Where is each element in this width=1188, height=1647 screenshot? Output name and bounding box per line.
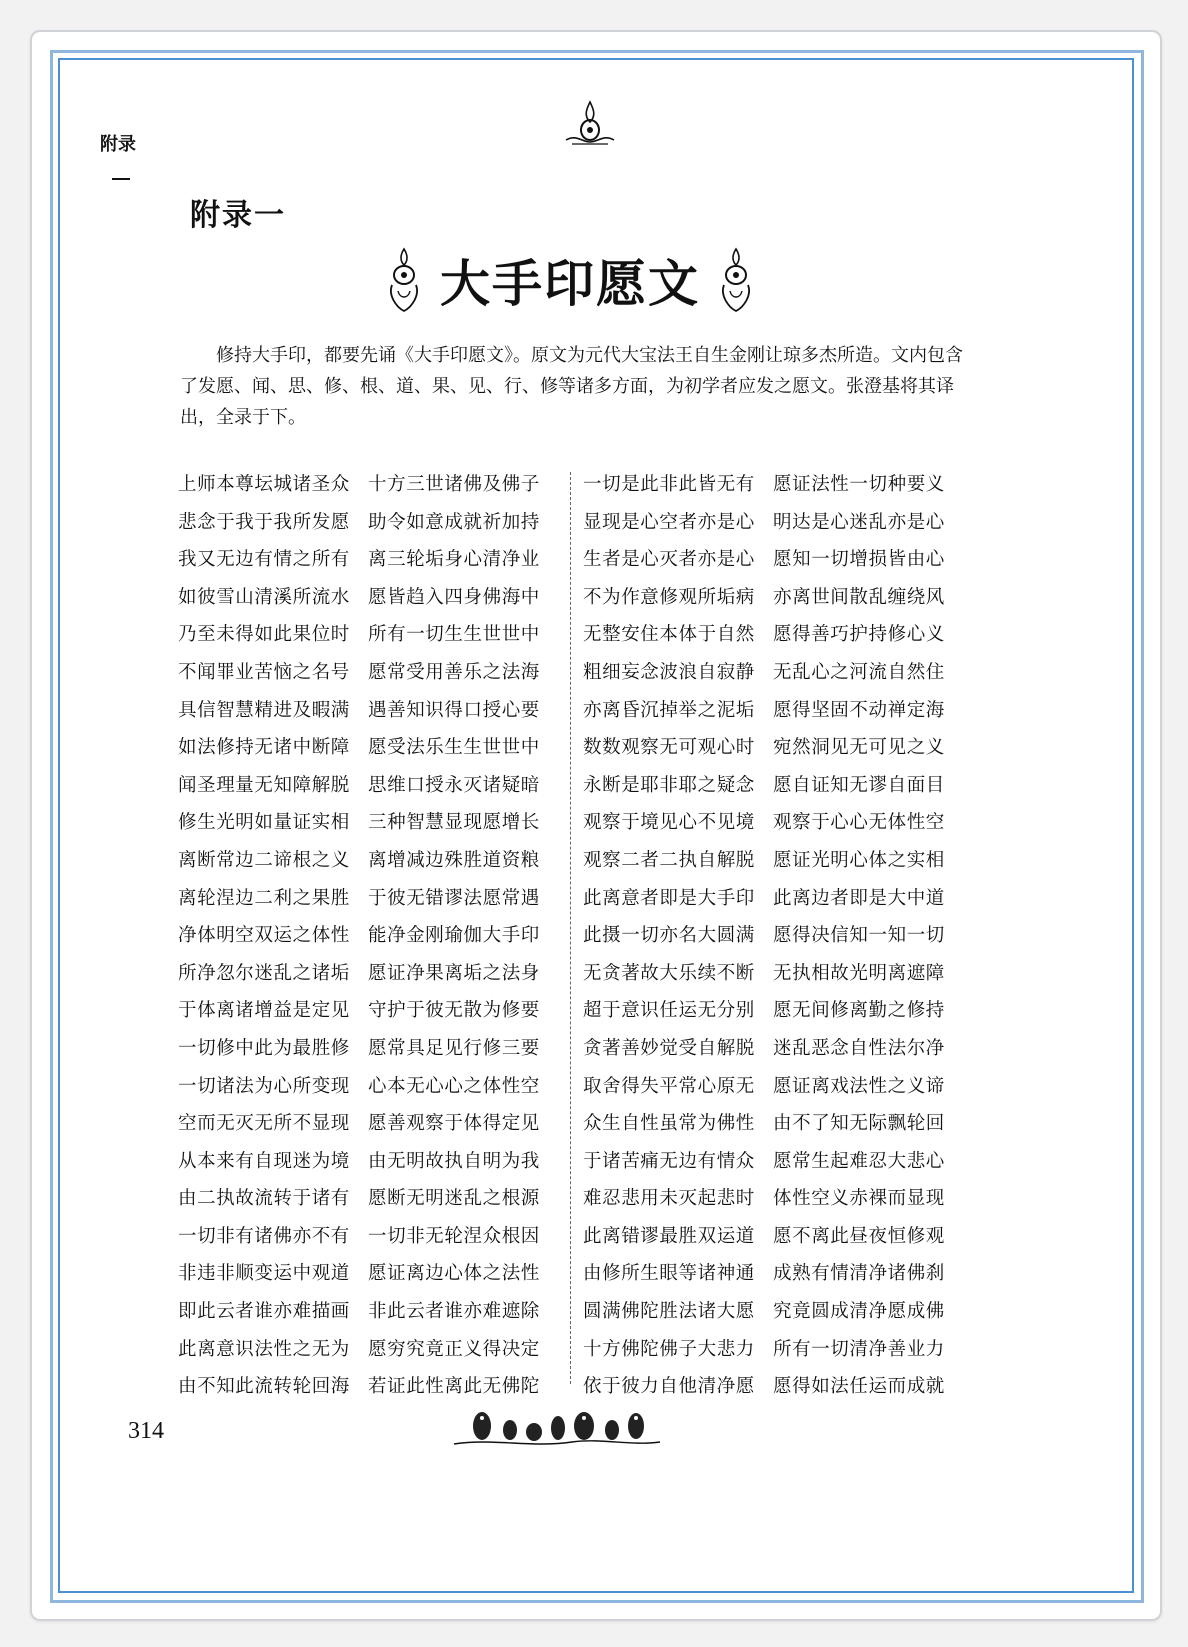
verse-line: 成熟有情清净诸佛刹 [773,1263,945,1285]
verse-line: 于诸苦痛无边有情众 [583,1150,755,1172]
verse-line: 此离意者即是大手印 [583,887,755,909]
verse-line: 众生自性虽常为佛性 [583,1113,755,1135]
page-number: 314 [128,1418,164,1444]
verse-line: 离增减边殊胜道资粮 [368,849,540,871]
verse-line: 愿得决信知一知一切 [773,925,945,947]
verse-line: 超于意识任运无分别 [583,1000,755,1022]
verse-line: 十方三世诸佛及佛子 [368,474,540,495]
verse-line: 十方佛陀佛子大悲力 [583,1338,755,1360]
verse-line: 观察于心心无体性空 [773,812,945,834]
verse-line: 守护于彼无散为修要 [368,1000,540,1022]
verse-line: 于彼无错谬法愿常遇 [368,887,540,909]
verse-line: 即此云者谁亦难描画 [178,1301,350,1323]
verse-line: 愿断无明迷乱之根源 [368,1188,540,1210]
verse-line: 不闻罪业苦恼之名号 [178,661,350,683]
verse-line: 心本无心心之体性空 [368,1075,540,1097]
verse-line: 所有一切生生世世中 [368,624,540,646]
verse-line: 愿得善巧护持修心义 [773,624,945,646]
verse-line: 离三轮垢身心清净业 [368,549,540,571]
verse-columns [178,466,978,1396]
verse-line: 宛然洞见无可见之义 [773,737,945,759]
verse-line: 观察于境见心不见境 [583,812,755,834]
side-tab [100,130,136,180]
verse-line: 一切诸法为心所变现 [178,1075,350,1097]
verse-line: 具信智慧精进及暇满 [178,699,350,721]
verse-line: 究竟圆成清净愿成佛 [773,1301,945,1323]
verse-line: 非此云者谁亦难遮除 [368,1301,540,1323]
verse-column-4 [773,466,973,1406]
verse-line: 非违非顺变运中观道 [178,1263,350,1285]
verse-line: 一切修中此为最胜修 [178,1037,350,1059]
column-divider [570,472,571,1384]
verse-line: 上师本尊坛城诸圣众 [178,474,350,495]
verse-line: 由修所生眼等诸神通 [583,1263,755,1285]
vajra-right-icon [714,245,758,315]
verse-line: 遇善知识得口授心要 [368,699,540,721]
verse-line: 显现是心空者亦是心 [583,511,755,533]
verse-line: 一切非有诸佛亦不有 [178,1225,350,1247]
side-tab-sub-mark [112,178,130,180]
title-row [380,240,760,320]
verse-line: 无贪著故大乐续不断 [583,962,755,984]
verse-line: 乃至未得如此果位时 [178,624,350,646]
verse-line: 迷乱恶念自性法尔净 [773,1037,945,1059]
verse-line: 于体离诸增益是定见 [178,1000,350,1022]
verse-line: 修生光明如量证实相 [178,812,350,834]
verse-line: 若证此性离此无佛陀 [368,1376,540,1398]
procession-ornament-icon [452,1402,662,1452]
verse-line: 空而无灭无所不显现 [178,1113,350,1135]
verse-line: 数数观察无可观心时 [583,737,755,759]
verse-line: 亦离世间散乱缠绕风 [773,586,945,608]
verse-line: 一切非无轮涅众根因 [368,1225,540,1247]
verse-column-1 [178,466,378,1406]
verse-line: 愿常具足见行修三要 [368,1037,540,1059]
verse-line: 愿皆趋入四身佛海中 [368,586,540,608]
vajra-left-icon [382,245,426,315]
verse-line: 能净金刚瑜伽大手印 [368,925,540,947]
verse-line: 一切是此非此皆无有 [583,474,755,495]
verse-line: 愿证法性一切种要义 [773,474,945,495]
intro-text: 修持大手印，都要先诵《大手印愿文》。原文为元代大宝法王自生金刚让琼多杰所造。文内包含了发愿、闻、思、修、根、道、果、见、行、修等诸多方面，为初学者应发之愿文。张澄基将其译出，全录于下。 [180,345,963,428]
verse-line: 助令如意成就祈加持 [368,511,540,533]
verse-line: 依于彼力自他清净愿 [583,1376,755,1398]
verse-line: 不为作意修观所垢病 [583,586,755,608]
verse-line: 离断常边二谛根之义 [178,849,350,871]
verse-line: 观察二者二执自解脱 [583,849,755,871]
verse-line: 愿穷究竟正义得决定 [368,1338,540,1360]
verse-line: 生者是心灭者亦是心 [583,549,755,571]
verse-line: 愿证离戏法性之义谛 [773,1075,945,1097]
verse-line: 圆满佛陀胜法诸大愿 [583,1301,755,1323]
page-title: 大手印愿文 [440,255,700,313]
verse-line: 无执相故光明离遮障 [773,962,945,984]
section-label: 附录一 [190,198,286,233]
verse-line: 如法修持无诸中断障 [178,737,350,759]
verse-line: 难忍悲用未灭起悲时 [583,1188,755,1210]
verse-line: 由不知此流转轮回海 [178,1376,350,1398]
verse-line: 无整安住本体于自然 [583,624,755,646]
verse-line: 离轮涅边二利之果胜 [178,887,350,909]
verse-line: 贪著善妙觉受自解脱 [583,1037,755,1059]
verse-line: 思维口授永灭诸疑暗 [368,774,540,796]
verse-line: 体性空义赤裸而显现 [773,1188,945,1210]
verse-line: 愿得如法任运而成就 [773,1376,945,1398]
verse-line: 愿不离此昼夜恒修观 [773,1225,945,1247]
verse-line: 愿知一切增损皆由心 [773,549,945,571]
verse-line: 此离错谬最胜双运道 [583,1225,755,1247]
verse-line: 所净忽尔迷乱之诸垢 [178,962,350,984]
verse-line: 愿善观察于体得定见 [368,1113,540,1135]
verse-line: 闻圣理量无知障解脱 [178,774,350,796]
intro-paragraph [180,340,970,433]
verse-line: 此离边者即是大中道 [773,887,945,909]
verse-column-2 [368,466,568,1406]
verse-line: 此离意识法性之无为 [178,1338,350,1360]
verse-line: 取舍得失平常心原无 [583,1075,755,1097]
verse-line: 愿得坚固不动禅定海 [773,699,945,721]
verse-line: 净体明空双运之体性 [178,925,350,947]
verse-line: 愿证净果离垢之法身 [368,962,540,984]
verse-line: 愿自证知无谬自面目 [773,774,945,796]
verse-line: 愿常受用善乐之法海 [368,661,540,683]
verse-line: 无乱心之河流自然住 [773,661,945,683]
verse-line: 明达是心迷乱亦是心 [773,511,945,533]
verse-line: 愿受法乐生生世世中 [368,737,540,759]
verse-line: 永断是耶非耶之疑念 [583,774,755,796]
verse-line: 愿证光明心体之实相 [773,849,945,871]
verse-line: 悲念于我于我所发愿 [178,511,350,533]
verse-line: 如彼雪山清溪所流水 [178,586,350,608]
verse-line: 由无明故执自明为我 [368,1150,540,1172]
verse-line: 愿证离边心体之法性 [368,1263,540,1285]
verse-line: 此摄一切亦名大圆满 [583,925,755,947]
verse-line: 愿常生起难忍大悲心 [773,1150,945,1172]
verse-line: 三种智慧显现愿增长 [368,812,540,834]
verse-column-3 [583,466,783,1406]
verse-line: 由不了知无际飘轮回 [773,1113,945,1135]
verse-line: 我又无边有情之所有 [178,549,350,571]
verse-line: 亦离昏沉掉举之泥垢 [583,699,755,721]
verse-line: 所有一切清净善业力 [773,1338,945,1360]
side-tab-label: 附录 [100,134,136,155]
verse-line: 由二执故流转于诸有 [178,1188,350,1210]
verse-line: 粗细妄念波浪自寂静 [583,661,755,683]
verse-line: 从本来有自现迷为境 [178,1150,350,1172]
verse-line: 愿无间修离勤之修持 [773,1000,945,1022]
dorje-ornament-icon [562,100,618,148]
